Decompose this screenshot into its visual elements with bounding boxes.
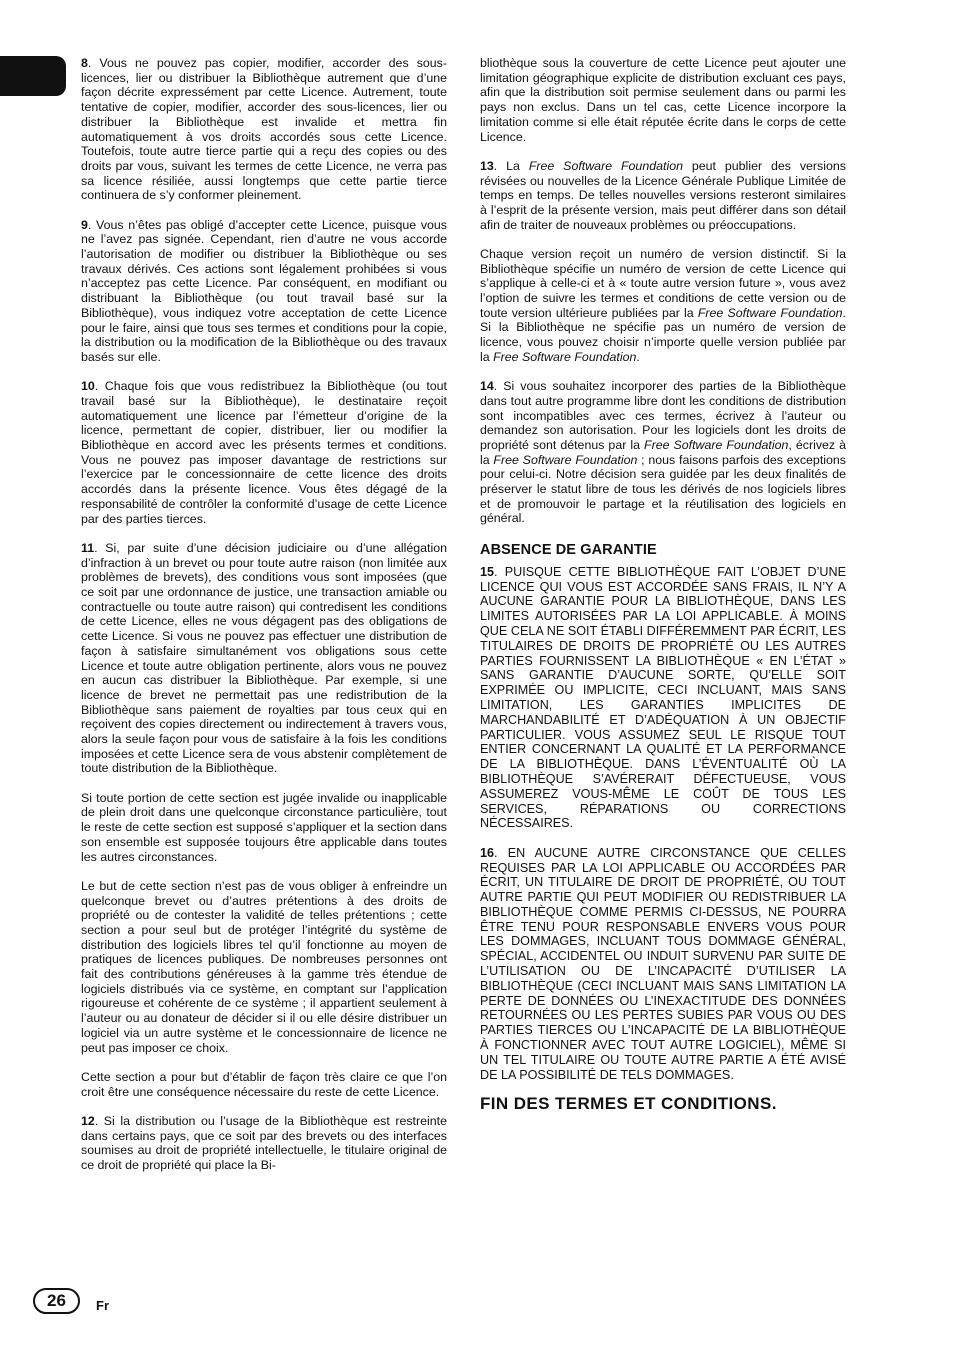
paragraph-10: 10. Chaque fois que vous redistribuez la Bibliothèque (ou tout travail basé sur la Bibliothèque), le destinataire reçoit automatiquement une licence par l’émetteur d’origine de la licence, permettant de copier, distribuer, lier ou modifier la Bibliothèque en accord avec les présents termes et conditions. Vous ne pouvez pas imposer davantage de restrictions sur l’exercice par le concessionnaire de cette licence des droits accordés dans la présente licence. Vous êtes dégagé de la responsabilité de contrôler la conformité d’usage de cette Licence par des parties tierces. xyxy=(81,379,447,526)
left-column xyxy=(81,56,447,1187)
paragraph-14: 14. Si vous souhaitez incorporer des parties de la Bibliothèque dans tout autre programme libre dont les conditions de distribution sont incompatibles avec ces termes, écrivez à l’auteur ou demandez son autorisation. Pour les logiciels dont les droits de propriété sont détenus par la Free Software Foundation, écrivez à la Free Software Foundation ; nous faisons parfois des exceptions pour celui-ci. Notre décision sera guidée par les deux finalités de préserver le statut libre de tous les dérivés de nos logiciels libres et de promouvoir le partage et la réutilisation des logiciels en général. xyxy=(480,379,847,526)
end-heading: FIN DES TERMES ET CONDITIONS. xyxy=(480,1094,777,1114)
page-number: 26 xyxy=(33,1288,80,1314)
section-tab xyxy=(0,56,66,96)
paragraph-12-continued: bliothèque sous la couverture de cette Licence peut ajouter une limitation géographique explicite de distribution excluant ces pays, afin que la distribution soit permise seulement dans ou parmi les pays non exclus. Dans un tel cas, cette Licence incorpore la limitation comme si elle était réputée écrite dans le corps de cette Licence. xyxy=(480,56,846,144)
paragraph-11-purpose: Le but de cette section n’est pas de vous obliger à enfreindre un quelconque brevet ou d’autres prétentions à des droits de propriété ou de contester la validité de telles prétentions ; cette section a pour seul but de protéger l’intégrité du système de distribution des logiciels libres tel qu’il fonctionne au moyen de pratiques de licences publiques. De nombreuses personnes ont fait des contributions généreuses à la gamme très étendue de logiciels distribués via ce système, en comptant sur l’application rigoureuse et cohérente de ce système ; il appartient seulement à l’auteur ou au donateur de décider si il ou elle désire distribuer un logiciel via un autre système et le concessionnaire de licence ne peut pas imposer ce choix. xyxy=(81,878,447,1055)
paragraph-12: 12. Si la distribution ou l’usage de la Bibliothèque est restreinte dans certains pays, que ce soit par des brevets ou des interfaces soumises au droit de propriété intellectuelle, le titulaire original de ce droit de propriété qui place la Bi- xyxy=(81,1113,447,1172)
paragraph-11: 11. Si, par suite d’une décision judiciaire ou d’une allégation d’infraction à un brevet ou pour toute autre raison (non limitée aux problèmes de brevets), des conditions vous sont imposées (que ce soit par une ordonnance de justice, une transaction amiable ou contractuelle ou toute autre raison) qui contredisent les conditions de cette Licence, elles ne vous dégagent pas des obligations de cette Licence. Si vous ne pouvez pas effectuer une distribution de façon à satisfaire simultanément vos obligations sous cette Licence et toute autre obligation pertinente, alors vous ne pouvez en aucun cas distribuer la Bibliothèque. Par exemple, si une licence de brevet ne permettait pas une redistribution de la Bibliothèque sans paiement de royalties par tous ceux qui en reçoivent des copies directement ou indirectement à travers vous, alors la seule façon pour vous de satisfaire à la fois les conditions imposées et cette Licence sera de vous abstenir complètement de toute distribution de la Bibliothèque. xyxy=(81,540,447,776)
paragraph-15: 15. PUISQUE CETTE BIBLIOTHÈQUE FAIT L’OBJET D’UNE LICENCE QUI VOUS EST ACCORDÉE SANS FRAIS, IL N’Y A AUCUNE GARANTIE POUR LA BIBLIOTHÈQUE, DANS LES LIMITES AUTORISÉES PAR LA LOI APPLICABLE. À MOINS QUE CELA NE SOIT ÉTABLI DIFFÉREMMENT PAR ÉCRIT, LES TITULAIRES DE DROITS DE PROPRIÉTÉ OU LES AUTRES PARTIES FOURNISSENT LA BIBLIOTHÈQUE « EN L’ÉTAT » SANS GARANTIE D’AUCUNE SORTE, QU’ELLE SOIT EXPRIMÉE OU IMPLICITE, CECI INCLUANT, MAIS SANS LIMITATION, LES GARANTIES IMPLICITES DE MARCHANDABILITÉ ET D’ADÉQUATION À UN OBJECTIF PARTICULIER. VOUS ASSUMEZ SEUL LE RISQUE TOUT ENTIER CONCERNANT LA QUALITÉ ET LA PERFORMANCE DE LA BIBLIOTHÈQUE. DANS L’ÉVENTUALITÉ OÙ LA BIBLIOTHÈQUE S’AVÉRERAIT DÉFECTUEUSE, VOUS ASSUMEREZ VOUS-MÊME LE COÛT DE TOUS LES SERVICES, RÉPARATIONS OU CORRECTIONS NÉCESSAIRES. xyxy=(480,564,846,831)
right-column xyxy=(480,56,846,1112)
paragraph-11-invalid: Si toute portion de cette section est jugée invalide ou inapplicable de plein droit dans une quelconque circonstance particulière, tout le reste de cette section est supposé s’appliquer et la section dans son ensemble est supposée toujours être applicable dans toutes les autres circonstances. xyxy=(81,790,447,864)
paragraph-16: 16. EN AUCUNE AUTRE CIRCONSTANCE QUE CELLES REQUISES PAR LA LOI APPLICABLE OU ACCORDÉES PAR ÉCRIT, UN TITULAIRE DE DROIT DE PROPRIÉTÉ, OU TOUT AUTRE PARTIE QUI PEUT MODIFIER OU REDISTRIBUER LA BIBLIOTHÈQUE COMME PERMIS CI-DESSUS, NE POURRA ÊTRE TENU POUR RESPONSABLE ENVERS VOUS POUR LES DOMMAGES, INCLUANT TOUS DOMMAGE GÉNÉRAL, SPÉCIAL, ACCIDENTEL OU INDUIT SURVENU PAR SUITE DE L’UTILISATION OU DE L’INCAPACITÉ D’UTILISER LA BIBLIOTHÈQUE (CECI INCLUANT MAIS SANS LIMITATION LA PERTE DE DONNÉES OU L’INEXACTITUDE DES DONNÉES RETOURNÉES OU LES PERTES SUBIES PAR VOUS OU DES PARTIES TIERCES OU L’INCAPACITÉ DE LA BIBLIOTHÈQUE À FONCTIONNER AVEC TOUT AUTRE LOGICIEL), MÊME SI UN TEL TITULAIRE OU TOUTE AUTRE PARTIE A ÉTÉ AVISÉ DE LA POSSIBILITÉ DE TELS DOMMAGES. xyxy=(480,845,846,1082)
paragraph-9: 9. Vous n’êtes pas obligé d’accepter cette Licence, puisque vous ne l’avez pas signée. Cependant, rien d’autre ne vous accorde l’autorisation de modifier ou distribuer la Bibliothèque ou ses travaux dérivés. Ces actions sont légalement prohibées si vous n’acceptez pas cette Licence. Par conséquent, en modifiant ou distribuant la Bibliothèque (ou tout travail basé sur la Bibliothèque), vous indiquez votre acceptation de cette Licence pour le faire, ainsi que tous ses termes et conditions pour la copie, la distribution ou la modification de la Bibliothèque ou des travaux basés sur elle. xyxy=(81,217,447,364)
paragraph-13: 13. La Free Software Foundation peut publier des versions révisées ou nouvelles de la Licence Générale Publique Limitée de temps en temps. De telles nouvelles versions resteront similaires à l’esprit de la présente version, mais peut différer dans son détail afin de traiter de nouveaux problèmes ou préoccupations. xyxy=(480,158,846,232)
paragraph-11-clarity: Cette section a pour but d’établir de façon très claire ce que l’on croit être une conséquence nécessaire du reste de cette Licence. xyxy=(81,1069,447,1099)
warranty-heading: ABSENCE DE GARANTIE xyxy=(480,541,657,558)
paragraph-version: Chaque version reçoit un numéro de version distinctif. Si la Bibliothèque spécifie un numéro de version de cette Licence qui s’applique à celle-ci et à « toute autre version future », vous avez l’option de suivre les termes et conditions de cette version ou de toute version ultérieure publiées par la Free Software Foundation. Si la Bibliothèque ne spécifie pas un numéro de version de licence, vous pouvez choisir n’importe quelle version publiée par la Free Software Foundation. xyxy=(480,246,846,364)
language-label: Fr xyxy=(96,1298,109,1313)
paragraph-8: 8. Vous ne pouvez pas copier, modifier, accorder des sous-licences, lier ou distribuer la Bibliothèque autrement que d’une façon décrite expressément par cette Licence. Autrement, toute tentative de copier, modifier, accorder des sous-licences, lier ou distribuer la Bibliothèque est invalide et mettra fin automatiquement à vos droits accordés sous cette Licence. Toutefois, toute autre tierce partie qui a reçu des copies ou des droits par vous, suivant les termes de cette Licence, ne verra pas sa licence résiliée, aussi longtemps que cette partie tierce continuera de s’y conformer pleinement. xyxy=(81,56,447,203)
